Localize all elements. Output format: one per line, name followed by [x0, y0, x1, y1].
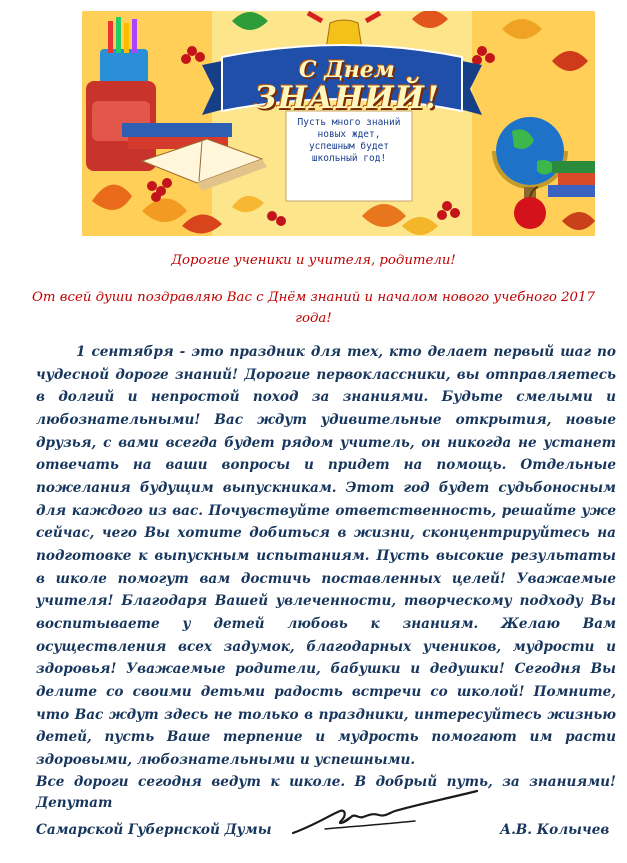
banner-title-line2: ЗНАНИЙ! — [254, 80, 440, 116]
body-paragraph-last: Все дороги сегодня ведут к школе. В добрый путь, за знаниями! — [36, 774, 616, 791]
banner-title — [232, 59, 462, 114]
handwritten-signature — [285, 785, 485, 845]
body-paragraph-main: 1 сентября - это праздник для тех, кто делает первый шаг по чудесной дороге знаний! Дорогие первоклассники, вы отправляетесь в долгий и непростой поход за знаниями. Будьте смелыми и любознательными! Вас ждут удивительные открытия, новые друзья, с вами всегда будет рядом учитель, он никогда не устанет отвечать на ваши вопросы и придет на помощь. Отдельные пожелания будущим выпускникам. Этот год будет судьбоносным для каждого из вас. Почувствуйте ответственность, решайте уже сейчас, чего Вы хотите добиться в жизни, сконцентрируйтесь на подготовке к выпускным испытаниям. Пусть высокие результаты в школе помогут вам достичь поставленных целей! Уважаемые учителя! Благодаря Вашей увлеченности, творческому подходу Вы воспитываете у детей любовь к знаниям. Желаю Вам осуществления всех задумок, благодарных учеников, мудрости и здоровья! Уважаемые родители, бабушки и дедушки! Сегодня Вы делите со своими детьми радость встречи со школой! Помните, что Вас ждут здесь не только в праздники, интересуйтесь жизнью детей, пусть Ваше терпение и мудрость помогают им расти здоровыми, любознательными и успешными. — [36, 344, 616, 768]
letter-body — [36, 341, 616, 794]
signatory-name: А.В. Колычев — [500, 822, 610, 838]
banner-note: Пусть много знаний новых ждет, успешным будет школьный год! — [297, 117, 401, 164]
signature-title-line2: Самарской Губернской Думы — [36, 822, 272, 838]
banner-title-line1: С Днем — [299, 57, 395, 83]
knowledge-day-banner — [82, 11, 595, 236]
congratulation-heading: От всей души поздравляю Вас с Днём знаний и началом нового учебного 2017 года! — [32, 290, 595, 326]
signature-title-line1: Депутат — [36, 795, 113, 811]
greeting-heading: Дорогие ученики и учителя, родители! — [171, 253, 456, 268]
